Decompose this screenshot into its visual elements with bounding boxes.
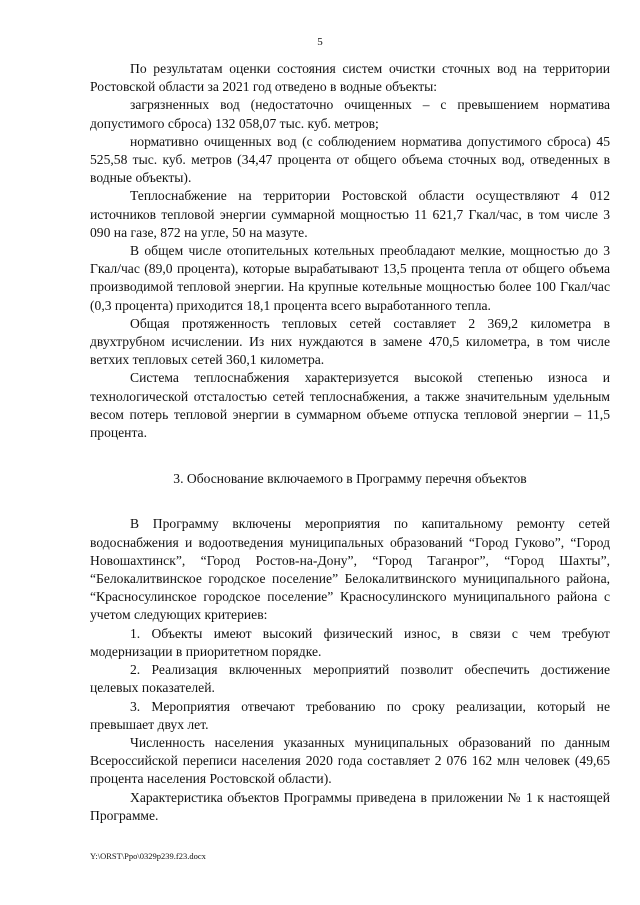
paragraph: нормативно очищенных вод (с соблюдением норматива допустимого сброса) 45 525,58 тыс. куб. метров (34,47 процента от общего объема сточных вод, отведенных в водные объекты). [90, 133, 610, 186]
document-body [90, 60, 610, 825]
paragraph: Система теплоснабжения характеризуется высокой степенью износа и технологической отсталостью сетей теплоснабжения, а также значительным удельным весом потерь тепловой энергии в суммарном объеме отпуска тепловой энергии – 11,5 процента. [90, 370, 610, 441]
paragraph: загрязненных вод (недостаточно очищенных – с превышением норматива допустимого сброса) 132 058,07 тыс. куб. метров; [90, 97, 610, 131]
paragraph: 1. Объекты имеют высокий физический износ, в связи с чем требуют модернизации в приоритетном порядке. [90, 625, 610, 659]
paragraph: Численность населения указанных муниципальных образований по данным Всероссийской переписи населения 2020 года составляет 2 076 162 млн человек (49,65 процента населения Ростовской области). [90, 734, 610, 787]
footer-file-path: Y:\ORST\Ppo\0329p239.f23.docx [90, 851, 206, 861]
paragraph: Характеристика объектов Программы приведена в приложении № 1 к настоящей Программе. [90, 789, 610, 823]
paragraph: 3. Мероприятия отвечают требованию по сроку реализации, который не превышает двух лет. [90, 698, 610, 732]
page-number: 5 [317, 36, 323, 48]
paragraph: В общем числе отопительных котельных преобладают мелкие, мощностью до 3 Гкал/час (89,0 процента), которые вырабатывают 13,5 процента тепла от общего объема производимой тепловой энергии. На крупные котельные мощностью более 100 Гкал/час (0,3 процента) приходится 18,1 процента всего выработанного тепла. [90, 243, 610, 313]
paragraph: Теплоснабжение на территории Ростовской области осуществляют 4 012 источников тепловой энергии суммарной мощностью 11 621,7 Гкал/час, в том числе 3 090 на газе, 872 на угле, 50 на мазуте. [90, 188, 610, 240]
paragraph: Общая протяженность тепловых сетей составляет 2 369,2 километра в двухтрубном исчислении. Из них нуждаются в замене 470,5 километра, в том числе ветхих тепловых сетей 360,1 километра. [90, 315, 610, 368]
paragraph: По результатам оценки состояния систем очистки сточных вод на территории Ростовской области за 2021 год отведено в водные объекты: [90, 61, 610, 95]
paragraph: 2. Реализация включенных мероприятий позволит обеспечить достижение целевых показателей. [90, 662, 610, 696]
section-heading: 3. Обоснование включаемого в Программу перечня объектов [173, 471, 527, 487]
paragraph: В Программу включены мероприятия по капитальному ремонту сетей водоснабжения и водоотведения муниципальных образований “Город Гуково”, “Город Новошахтинск”, “Город Ростов-на-Дону”, “Город Таганрог”, “Город Шахты”, “Белокалитвинское городское поселение” Белокалитвинского муниципального района, “Красносулинское городское поселение” Красносулинского муниципального района с учетом следующих критериев: [90, 516, 610, 623]
